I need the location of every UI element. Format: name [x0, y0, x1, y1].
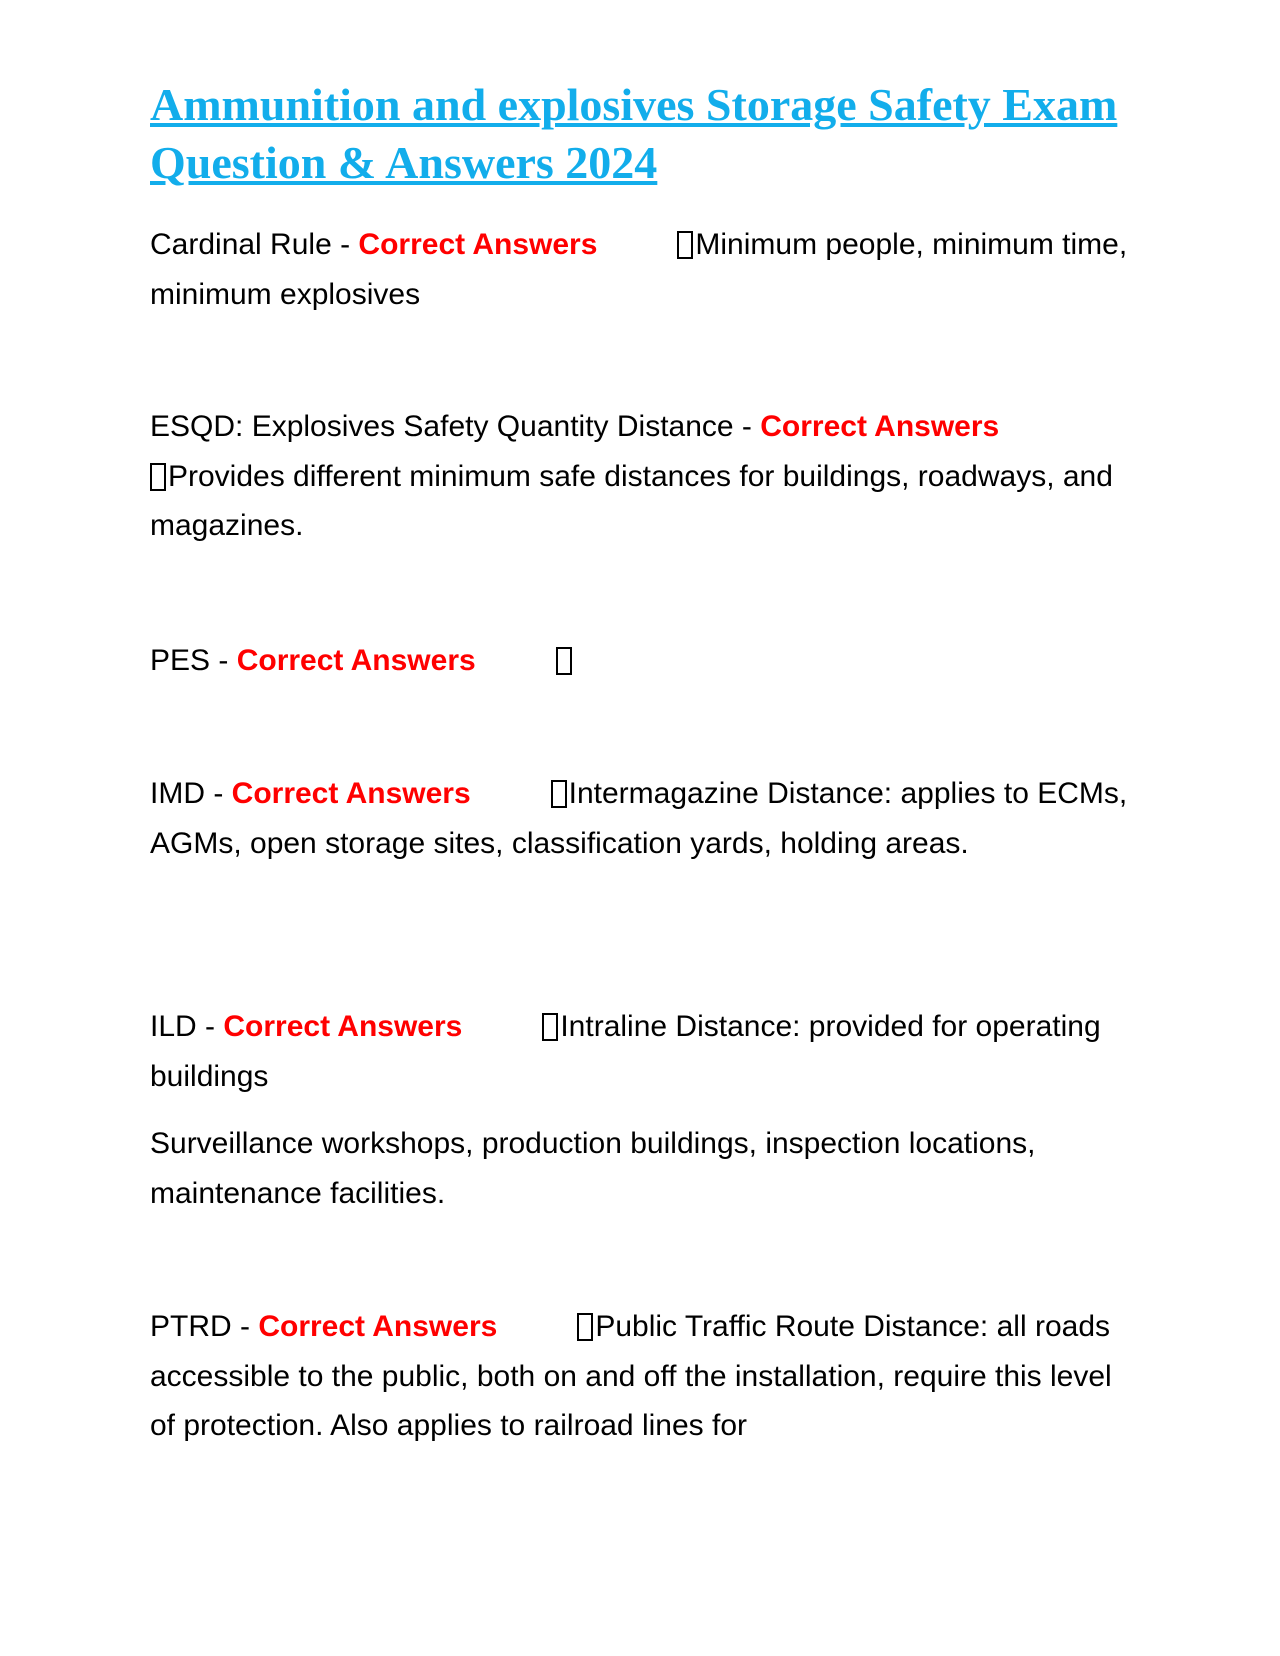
missing-glyph-icon: [677, 231, 693, 259]
qa-item-ptrd: [150, 1302, 1130, 1451]
term: IMD -: [150, 777, 232, 810]
qa-item-pes: [150, 636, 1130, 686]
correct-answers-label: Correct Answers: [258, 1310, 498, 1343]
answer: Intermagazine Distance: applies to ECMs, AGMs, open storage sites, classification yards, holding areas.: [150, 777, 1128, 860]
qa-item-ild-continued: [150, 1119, 1130, 1218]
term: Cardinal Rule -: [150, 228, 359, 261]
answer: Intraline Distance: provided for operating buildings: [150, 1010, 1101, 1093]
correct-answers-label: Correct Answers: [236, 644, 476, 677]
missing-glyph-icon: [542, 1013, 558, 1041]
missing-glyph-icon: [150, 463, 166, 491]
missing-glyph-icon: [556, 647, 572, 675]
term: PTRD -: [150, 1310, 259, 1343]
correct-answers-label: Correct Answers: [760, 410, 1000, 443]
answer: Minimum people, minimum time, minimum explosives: [150, 228, 1128, 311]
qa-item-cardinal-rule: [150, 220, 1130, 319]
correct-answers-label: Correct Answers: [358, 228, 598, 261]
missing-glyph-icon: [577, 1313, 593, 1341]
correct-answers-label: Correct Answers: [223, 1010, 463, 1043]
document-title[interactable]: Ammunition and explosives Storage Safety Exam Question & Answers 2024: [150, 79, 1118, 188]
term: PES -: [150, 644, 237, 677]
correct-answers-label: Correct Answers: [231, 777, 471, 810]
term: ILD -: [150, 1010, 224, 1043]
qa-item-imd: [150, 769, 1130, 868]
answer: Surveillance workshops, production buildings, inspection locations, maintenance facilities.: [150, 1127, 1036, 1210]
answer: Public Traffic Route Distance: all roads accessible to the public, both on and off the installation, require this level of protection. Also applies to railroad lines for: [150, 1310, 1112, 1442]
qa-item-ild: [150, 1002, 1130, 1101]
term: ESQD: Explosives Safety Quantity Distance -: [150, 410, 761, 443]
answer: Provides different minimum safe distances for buildings, roadways, and magazines.: [150, 459, 1113, 542]
missing-glyph-icon: [551, 780, 567, 808]
qa-item-esqd: [150, 402, 1130, 551]
